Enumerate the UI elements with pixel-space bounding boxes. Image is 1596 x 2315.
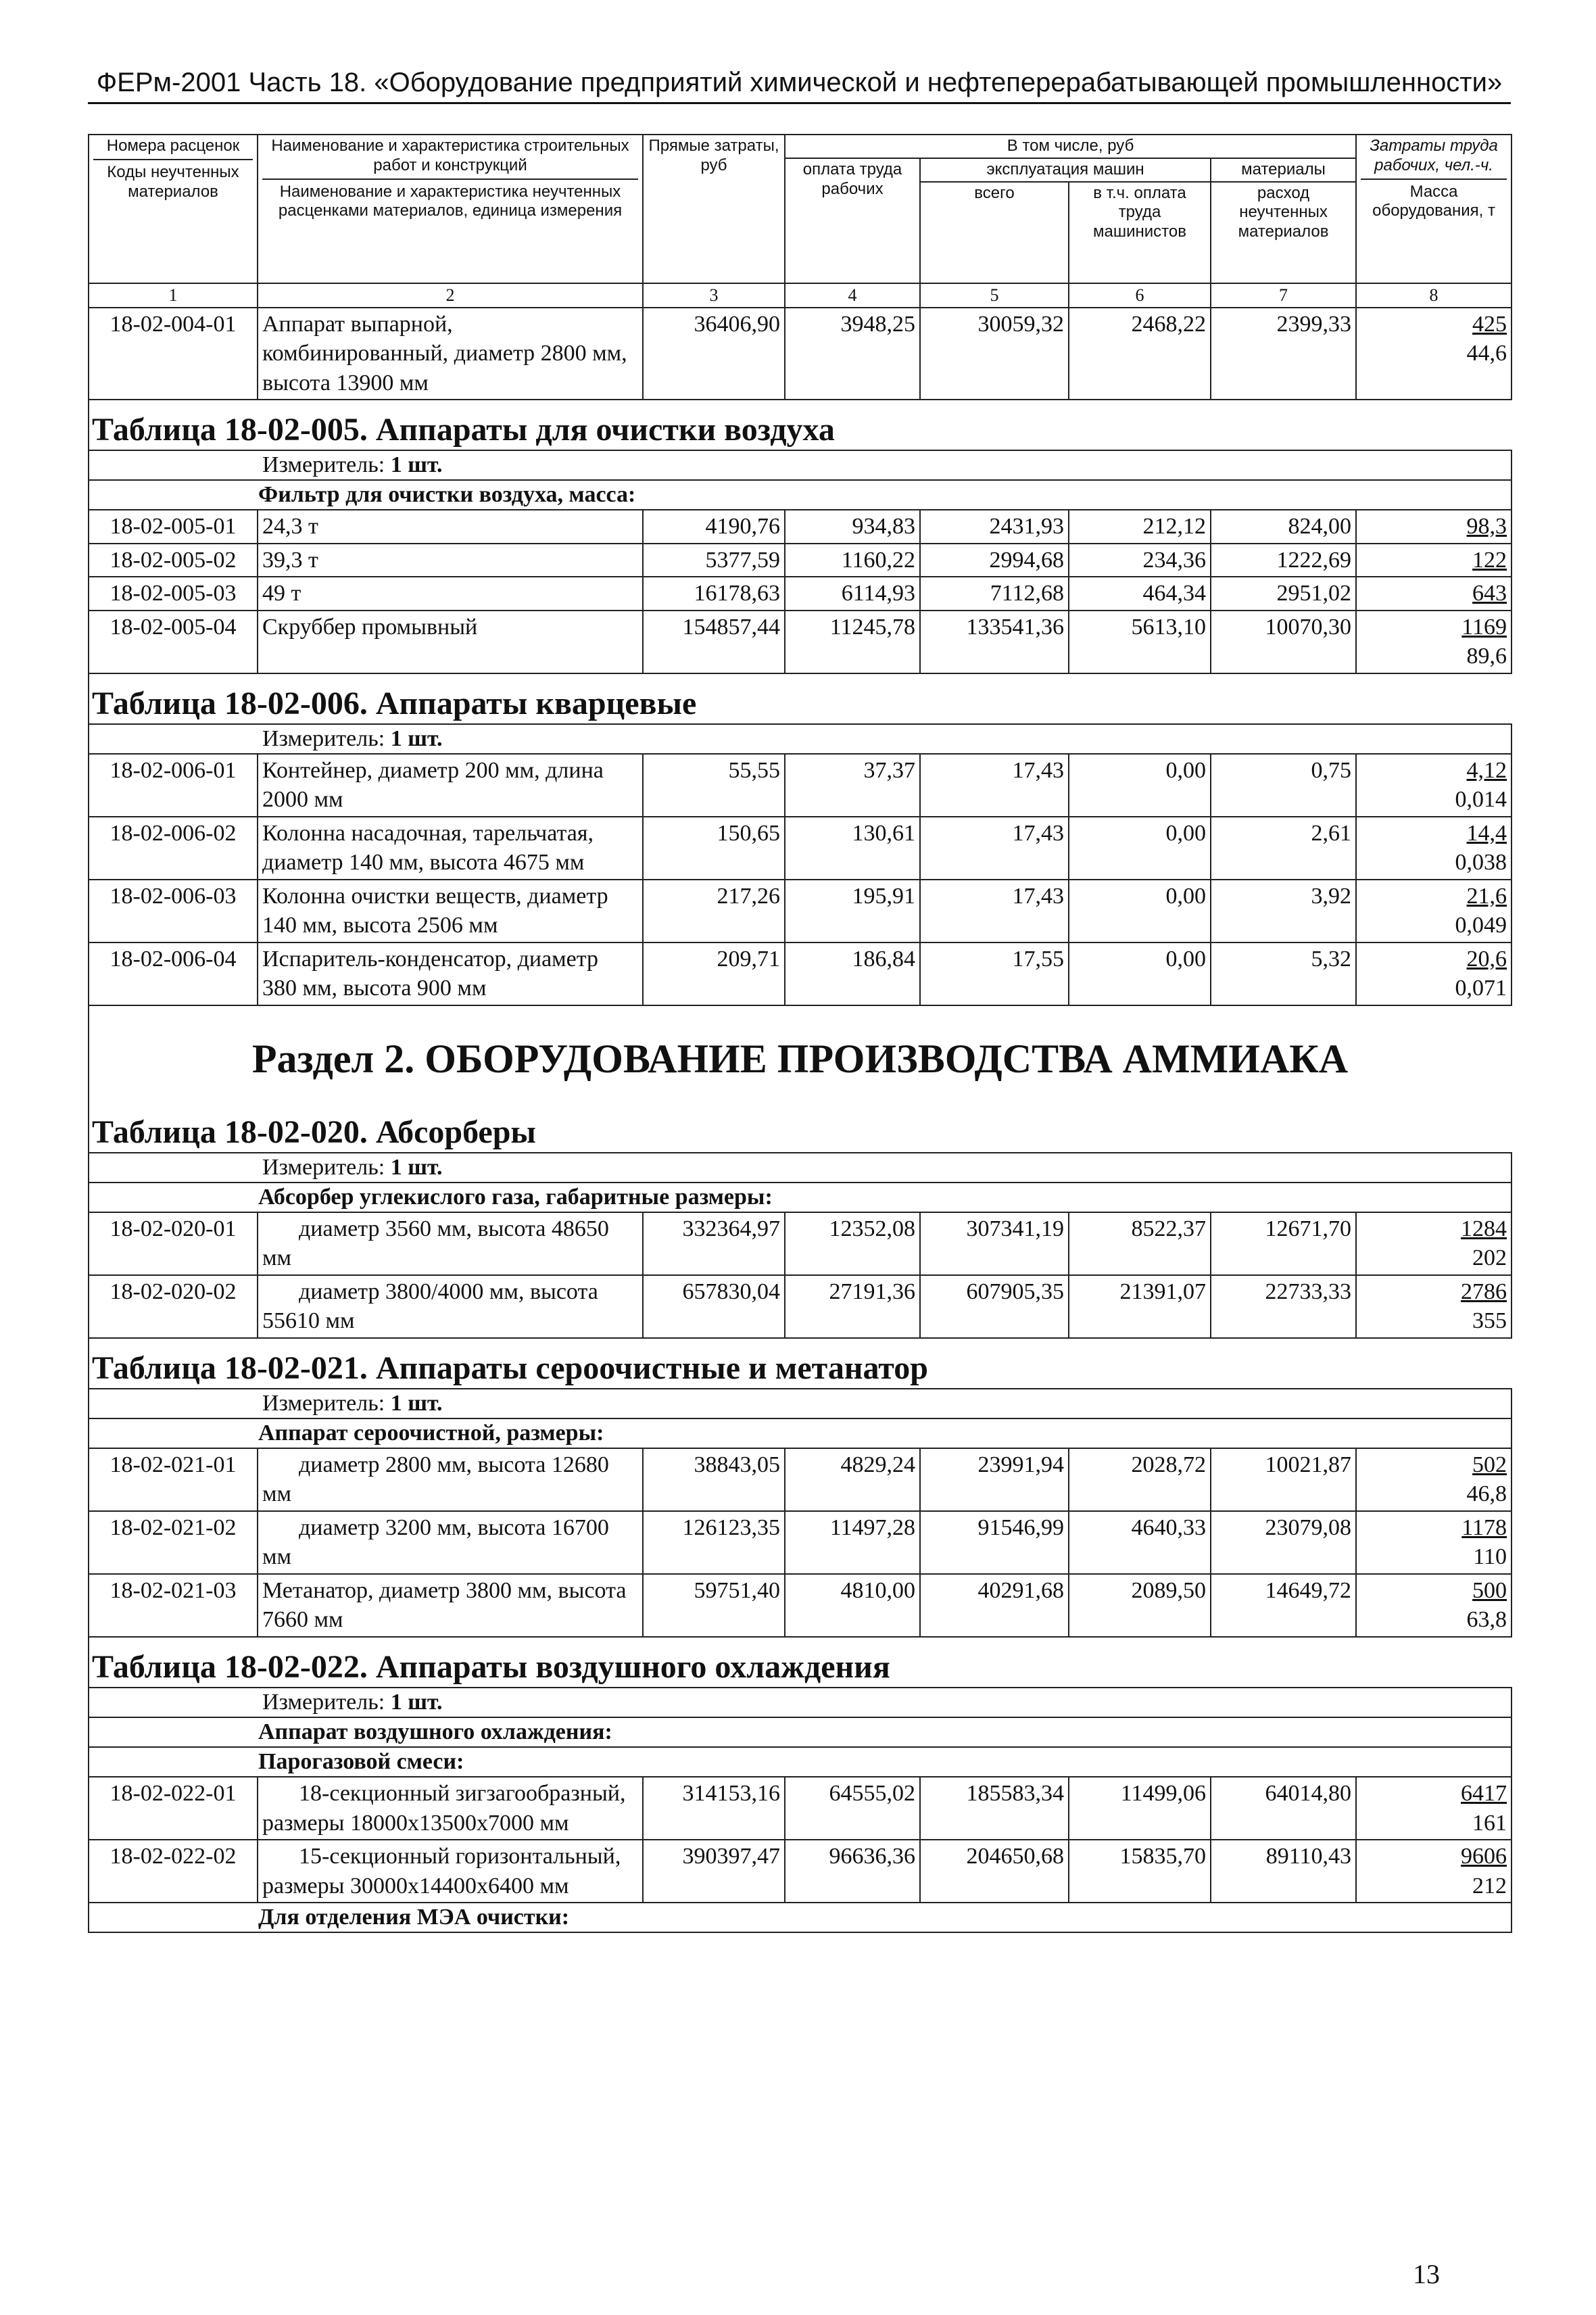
row-code: 18-02-021-02: [89, 1511, 258, 1574]
row-wages: 11245,78: [785, 611, 920, 673]
row-name: Испаритель-конденсатор, диаметр 380 мм, высота 900 мм: [258, 942, 643, 1005]
row-name: диаметр 2800 мм, высота 12680 мм: [258, 1448, 643, 1511]
row-labor: 1178 110: [1356, 1511, 1512, 1574]
col-incl: В том числе, руб: [785, 135, 1356, 158]
row-machinists: 4640,33: [1069, 1511, 1211, 1574]
row-wages: 64555,02: [785, 1777, 920, 1840]
col-machinists: в т.ч. оплата труда машинистов: [1069, 182, 1211, 283]
col-unaccounted: расход неучтенных материалов: [1211, 182, 1356, 283]
row-machinists: 0,00: [1069, 880, 1211, 942]
row-machinists: 0,00: [1069, 942, 1211, 1005]
row-labor: 20,6 0,071: [1356, 942, 1512, 1005]
row-labor: 1169 89,6: [1356, 611, 1512, 673]
row-code: 18-02-005-02: [89, 544, 258, 577]
row-machinists: 15835,70: [1069, 1840, 1211, 1903]
row-materials: 89110,43: [1211, 1840, 1356, 1903]
row-wages: 186,84: [785, 942, 920, 1005]
row-wages: 11497,28: [785, 1511, 920, 1574]
row-direct: 55,55: [643, 754, 785, 817]
tables-container: [88, 400, 1511, 1933]
row-machinists: 0,00: [1069, 754, 1211, 817]
group-label: Аппарат сероочистной, размеры:: [89, 1418, 1512, 1448]
row-machinists: 234,36: [1069, 544, 1211, 577]
table-row: [89, 1840, 1512, 1903]
table-row: [89, 1511, 1512, 1574]
row-machines: 185583,34: [920, 1777, 1069, 1840]
row-machines: 17,43: [920, 754, 1069, 817]
table-title: Таблица 18-02-005. Аппараты для очистки воздуха: [88, 400, 1511, 450]
row-machines: 307341,19: [920, 1212, 1069, 1275]
row-direct: 126123,35: [643, 1511, 785, 1574]
row-wages: 934,83: [785, 510, 920, 544]
unit-row: Измеритель: 1 шт.: [89, 1389, 1512, 1418]
row-machines: 204650,68: [920, 1840, 1069, 1903]
row-machinists: 11499,06: [1069, 1777, 1211, 1840]
page-number: 13: [1413, 2259, 1440, 2289]
row-wages: 195,91: [785, 880, 920, 942]
row-labor: 9606 212: [1356, 1840, 1512, 1903]
price-table: [88, 723, 1512, 1006]
row-machines: 607905,35: [920, 1275, 1069, 1338]
row-machinists: 21391,07: [1069, 1275, 1211, 1338]
row-materials: 64014,80: [1211, 1777, 1356, 1840]
row-code: 18-02-020-02: [89, 1275, 258, 1338]
row-name: диаметр 3200 мм, высота 16700 мм: [258, 1511, 643, 1574]
unit-row: Измеритель: 1 шт.: [89, 724, 1512, 754]
row-direct: 16178,63: [643, 577, 785, 611]
row-wages: 96636,36: [785, 1840, 920, 1903]
row-direct: 59751,40: [643, 1574, 785, 1637]
col-direct: Прямые затраты, руб: [643, 135, 785, 283]
row-machines: 91546,99: [920, 1511, 1069, 1574]
row-materials: 5,32: [1211, 942, 1356, 1005]
row-code: 18-02-006-01: [89, 754, 258, 817]
row-code: 18-02-022-01: [89, 1777, 258, 1840]
row-machinists: 212,12: [1069, 510, 1211, 544]
unit-row: Измеритель: 1 шт.: [89, 450, 1512, 480]
table-row: [89, 1212, 1512, 1275]
row-name: 24,3 т: [258, 510, 643, 544]
row-labor: 6417 161: [1356, 1777, 1512, 1840]
row-materials: 12671,70: [1211, 1212, 1356, 1275]
row-name: 18-секционный зигзагообразный, размеры 18000х13500х7000 мм: [258, 1777, 643, 1840]
row-machines: 7112,68: [920, 577, 1069, 611]
row-direct: 217,26: [643, 880, 785, 942]
col-machines-total: всего: [920, 182, 1069, 283]
group-label: Абсорбер углекислого газа, габаритные размеры:: [89, 1183, 1512, 1212]
row-direct: 150,65: [643, 817, 785, 880]
row-materials: 2951,02: [1211, 577, 1356, 611]
row-machines: 17,55: [920, 942, 1069, 1005]
row-machinists: 2028,72: [1069, 1448, 1211, 1511]
table-row: [89, 880, 1512, 942]
row-code: 18-02-005-03: [89, 577, 258, 611]
table-row: [89, 1574, 1512, 1637]
col-labor: Затраты труда рабочих, чел.-ч. Масса оборудования, т: [1356, 135, 1512, 283]
row-labor: 122: [1356, 544, 1512, 577]
col-name: Наименование и характеристика строительных работ и конструкций Наименование и характеристика неучтенных расценками материалов, единица измерения: [258, 135, 643, 283]
row-wages: 4810,00: [785, 1574, 920, 1637]
row-labor: 14,4 0,038: [1356, 817, 1512, 880]
column-header-table: [88, 134, 1512, 400]
row-direct: 5377,59: [643, 544, 785, 577]
row-materials: 3,92: [1211, 880, 1356, 942]
row-direct: 4190,76: [643, 510, 785, 544]
row-direct: 657830,04: [643, 1275, 785, 1338]
row-machines: 17,43: [920, 817, 1069, 880]
row-code: 18-02-006-03: [89, 880, 258, 942]
row-labor: 98,3: [1356, 510, 1512, 544]
row-labor: 21,6 0,049: [1356, 880, 1512, 942]
col-wages: оплата труда рабочих: [785, 158, 920, 283]
price-table: [88, 1388, 1512, 1638]
row-name: 39,3 т: [258, 544, 643, 577]
row-direct: 390397,47: [643, 1840, 785, 1903]
row-machines: 2994,68: [920, 544, 1069, 577]
row-name: диаметр 3800/4000 мм, высота 55610 мм: [258, 1275, 643, 1338]
unit-row: Измеритель: 1 шт.: [89, 1688, 1512, 1717]
row-direct: 314153,16: [643, 1777, 785, 1840]
group-label: Для отделения МЭА очистки:: [89, 1903, 1512, 1932]
row-name: диаметр 3560 мм, высота 48650 мм: [258, 1212, 643, 1275]
row-materials: 10070,30: [1211, 611, 1356, 673]
row-wages: 130,61: [785, 817, 920, 880]
row-labor: 4,12 0,014: [1356, 754, 1512, 817]
row-materials: 0,75: [1211, 754, 1356, 817]
table-row: [89, 1275, 1512, 1338]
table-title: Таблица 18-02-021. Аппараты сероочистные и метанатор: [88, 1339, 1511, 1388]
row-code: 18-02-006-04: [89, 942, 258, 1005]
row-materials: 10021,87: [1211, 1448, 1356, 1511]
row-code: 18-02-020-01: [89, 1212, 258, 1275]
row-labor: 502 46,8: [1356, 1448, 1512, 1511]
row-wages: 12352,08: [785, 1212, 920, 1275]
row-direct: 332364,97: [643, 1212, 785, 1275]
row-machines: 133541,36: [920, 611, 1069, 673]
row-code: 18-02-005-04: [89, 611, 258, 673]
row-machines: 17,43: [920, 880, 1069, 942]
row-code: 18-02-022-02: [89, 1840, 258, 1903]
row-machinists: 2089,50: [1069, 1574, 1211, 1637]
page: [88, 68, 1511, 1933]
row-wages: 4829,24: [785, 1448, 920, 1511]
row-code: 18-02-021-01: [89, 1448, 258, 1511]
table-row: [89, 577, 1512, 611]
row-wages: 6114,93: [785, 577, 920, 611]
table-title: Таблица 18-02-006. Аппараты кварцевые: [88, 674, 1511, 723]
row-machinists: 464,34: [1069, 577, 1211, 611]
row-materials: 14649,72: [1211, 1574, 1356, 1637]
row-name: 15-секционный горизонтальный, размеры 30000х14400х6400 мм: [258, 1840, 643, 1903]
row-direct: 209,71: [643, 942, 785, 1005]
row-machinists: 0,00: [1069, 817, 1211, 880]
row-name: Метанатор, диаметр 3800 мм, высота 7660 мм: [258, 1574, 643, 1637]
row-wages: 37,37: [785, 754, 920, 817]
row-machines: 40291,68: [920, 1574, 1069, 1637]
row-materials: 1222,69: [1211, 544, 1356, 577]
unit-row: Измеритель: 1 шт.: [89, 1153, 1512, 1183]
row-materials: 2,61: [1211, 817, 1356, 880]
row-code: 18-02-006-02: [89, 817, 258, 880]
row-name: 49 т: [258, 577, 643, 611]
table-title: Таблица 18-02-022. Аппараты воздушного охлаждения: [88, 1638, 1511, 1687]
row-name: Скруббер промывный: [258, 611, 643, 673]
row-machinists: 5613,10: [1069, 611, 1211, 673]
row-materials: 23079,08: [1211, 1511, 1356, 1574]
row-labor: 2786 355: [1356, 1275, 1512, 1338]
table-row: [89, 1448, 1512, 1511]
row-wages: 27191,36: [785, 1275, 920, 1338]
running-header: ФЕРм-2001 Часть 18. «Оборудование предприятий химической и нефтеперерабатывающей промышленности»: [88, 68, 1511, 104]
table-row: [89, 611, 1512, 673]
group-label: Парогазовой смеси:: [89, 1747, 1512, 1777]
row-labor: 500 63,8: [1356, 1574, 1512, 1637]
section-title: Раздел 2. ОБОРУДОВАНИЕ ПРОИЗВОДСТВА АММИАКА: [88, 1006, 1511, 1103]
row-machines: 23991,94: [920, 1448, 1069, 1511]
row-materials: 824,00: [1211, 510, 1356, 544]
col-materials: материалы: [1211, 158, 1356, 182]
row-labor: 1284 202: [1356, 1212, 1512, 1275]
table-row: [89, 1777, 1512, 1840]
table-row: [89, 544, 1512, 577]
row-wages: 1160,22: [785, 544, 920, 577]
row-direct: 154857,44: [643, 611, 785, 673]
row-name: Колонна насадочная, тарельчатая, диаметр 140 мм, высота 4675 мм: [258, 817, 643, 880]
row-direct: 38843,05: [643, 1448, 785, 1511]
group-label: Фильтр для очистки воздуха, масса:: [89, 480, 1512, 510]
row-machines: 2431,93: [920, 510, 1069, 544]
col-machines: эксплуатация машин: [920, 158, 1211, 182]
col-codes: Номера расценок Коды неучтенных материалов: [89, 135, 258, 283]
table-row: 18-02-004-01 Аппарат выпарной, комбинированный, диаметр 2800 мм, высота 13900 мм 36406,90 3948,25 30059,32 2468,22 2399,33 425 44,6: [89, 308, 1512, 400]
table-row: [89, 817, 1512, 880]
table-row: [89, 510, 1512, 544]
row-labor: 643: [1356, 577, 1512, 611]
price-table: [88, 1687, 1512, 1933]
row-name: Колонна очистки веществ, диаметр 140 мм, высота 2506 мм: [258, 880, 643, 942]
row-name: Контейнер, диаметр 200 мм, длина 2000 мм: [258, 754, 643, 817]
row-materials: 22733,33: [1211, 1275, 1356, 1338]
table-title: Таблица 18-02-020. Абсорберы: [88, 1103, 1511, 1152]
price-table: [88, 1152, 1512, 1339]
row-code: 18-02-005-01: [89, 510, 258, 544]
column-numbers: 1 2 3 4 5 6 7 8: [89, 283, 1512, 308]
group-label: Аппарат воздушного охлаждения:: [89, 1717, 1512, 1747]
table-row: [89, 754, 1512, 817]
table-row: [89, 942, 1512, 1005]
price-table: [88, 450, 1512, 674]
row-code: 18-02-021-03: [89, 1574, 258, 1637]
row-machinists: 8522,37: [1069, 1212, 1211, 1275]
